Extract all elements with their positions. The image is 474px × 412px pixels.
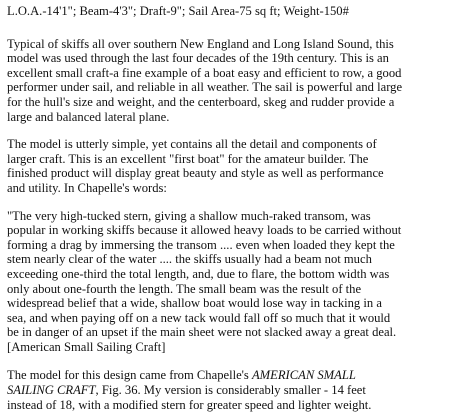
text-line: "The very high-tucked stern, giving a shallow much-raked transom, was xyxy=(7,208,371,223)
text-line: instead of 18, with a modified stern for greater speed and lighter weight. xyxy=(7,397,372,412)
text-line: stem nearly clear of the water .... the skiffs usually had a beam not much xyxy=(7,252,372,267)
text-line xyxy=(7,368,471,383)
text-line: larger craft. This is an excellent "first boat" for the amateur builder. The xyxy=(7,151,369,166)
text-line: Typical of skiffs all over southern New England and Long Island Sound, this xyxy=(7,36,394,51)
document-page xyxy=(7,4,471,412)
text-segment: The model for this design came from Chapelle's xyxy=(7,368,252,383)
book-title-italic: AMERICAN SMALL xyxy=(251,368,356,383)
book-title-italic: SAILING CRAFT xyxy=(7,383,96,398)
text-line: be in danger of an upset if the main sheet were not slacked away a great deal. xyxy=(7,325,397,340)
text-line: The model is utterly simple, yet contains all the detail and components of xyxy=(7,137,377,152)
model-description-paragraph xyxy=(7,137,471,195)
text-line: excellent small craft-a fine example of a boat easy and efficient to row, a good xyxy=(7,65,402,80)
text-line: only about one-fourth the length. The small beam was the result of the xyxy=(7,281,362,296)
skiff-description-paragraph xyxy=(7,37,471,125)
text-line: forming a drag by immersing the transom .... even when loaded they kept the xyxy=(7,237,395,252)
chapelle-quote-paragraph xyxy=(7,209,471,355)
text-line: for the hull's size and weight, and the centerboard, skeg and rudder provide a xyxy=(7,94,395,109)
text-line: widespread belief that a wide, shallow boat would lose way in tacking in a xyxy=(7,296,382,311)
quote-citation: [American Small Sailing Craft] xyxy=(7,339,166,354)
text-line: large and balanced lateral plane. xyxy=(7,109,170,124)
text-line: exceeding one-third the total length, and, due to flare, the bottom width was xyxy=(7,266,390,281)
text-line: model was used through the last four decades of the 19th century. This is an xyxy=(7,51,389,66)
text-line: and utility. In Chapelle's words: xyxy=(7,180,167,195)
design-source-paragraph xyxy=(7,368,471,412)
text-line: performer under sail, and reliable in all weather. The sail is powerful and large xyxy=(7,80,403,95)
text-line: popular in working skiffs because it allowed heavy loads to be carried without xyxy=(7,223,402,238)
text-line: finished product will display great beauty and style as well as performance xyxy=(7,166,384,181)
text-line xyxy=(7,383,471,398)
boat-specifications: L.O.A.-14'1"; Beam-4'3"; Draft-9"; Sail Area-75 sq ft; Weight-150# xyxy=(7,4,349,18)
text-line: sea, and when paying off on a new tack would fall off so much that it would xyxy=(7,310,391,325)
text-segment: , Fig. 36. My version is considerably smaller - 14 feet xyxy=(95,383,366,398)
